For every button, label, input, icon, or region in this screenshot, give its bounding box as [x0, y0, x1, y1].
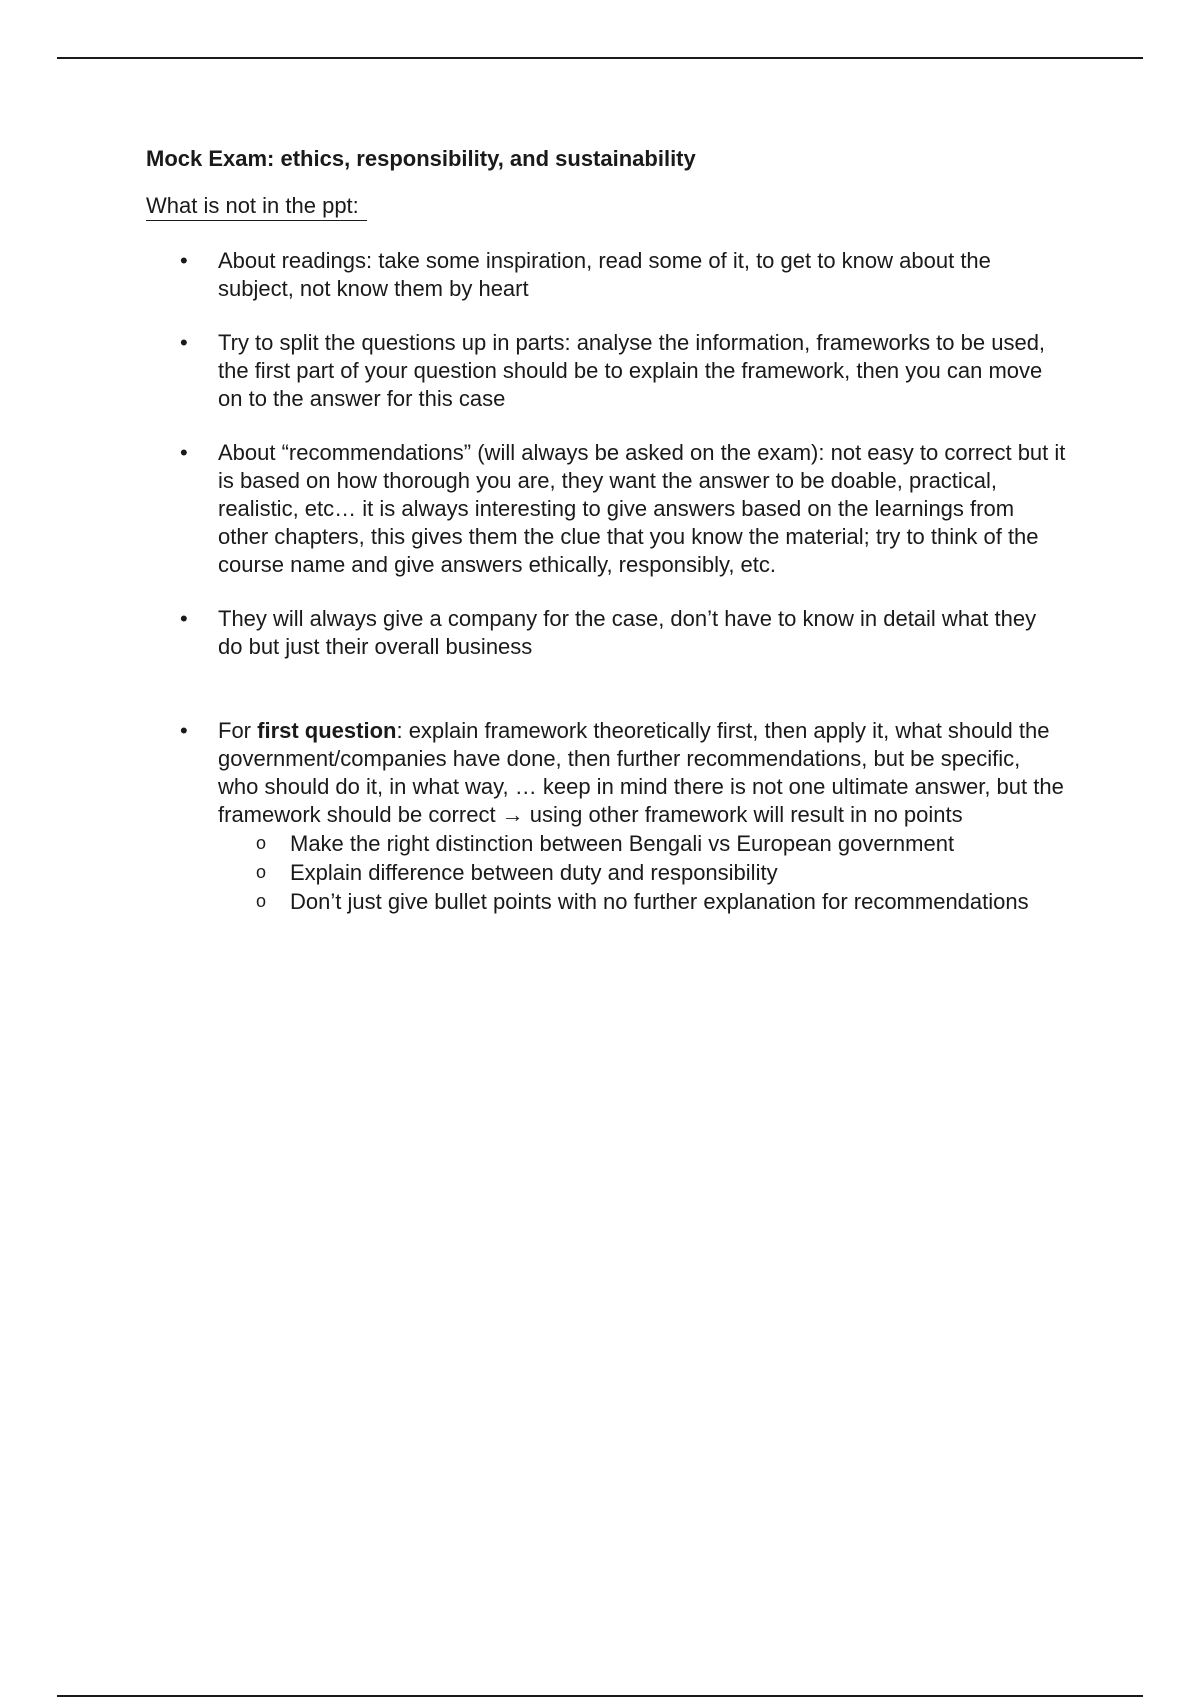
sub-list-item [218, 858, 1066, 887]
sub-list-item-text: Explain difference between duty and responsibility [290, 860, 778, 885]
list-item-text: Try to split the questions up in parts: analyse the information, frameworks to be used, the first part of your question should be to explain the framework, then you can move on to the answer for this case [218, 330, 1046, 411]
list-item [146, 439, 1066, 579]
sub-list-item-text: Don’t just give bullet points with no further explanation for recommendations [290, 889, 1029, 914]
list-item-text: About “recommendations” (will always be asked on the exam): not easy to correct but it is based on how thorough you are, they want the answer to be doable, practical, realistic, etc… it is always interesting to give answers based on the learnings from other chapters, this gives them the clue that you know the material; try to think of the course name and give answers ethically, responsibly, etc. [218, 440, 1066, 577]
list-item-text: : explain framework theoretically first, then apply it, what should the government/companies have done, then further recommendations, but be specific, who should do it, in what way, … keep in mind there is not one ultimate answer, but the framework should be correct → using other framework will result in no points [218, 718, 1064, 827]
bullet-icon: • [180, 440, 188, 465]
sub-bullet-list [218, 829, 1066, 916]
list-item-emphasis: first question [257, 718, 397, 743]
list-item [146, 717, 1066, 916]
sub-list-item-text: Make the right distinction between Bengali vs European government [290, 831, 955, 856]
sub-list-item [218, 829, 1066, 858]
document-title: Mock Exam: ethics, responsibility, and sustainability [146, 146, 696, 171]
list-item-text: They will always give a company for the case, don’t have to know in detail what they do but just their overall business [218, 606, 1037, 659]
bullet-icon: • [180, 718, 188, 743]
section-subheading: What is not in the ppt: [146, 194, 367, 221]
document-body [146, 144, 1066, 942]
header-rule [57, 57, 1143, 59]
list-item [146, 247, 1066, 303]
bullet-icon: • [180, 330, 188, 355]
sub-list-item [218, 887, 1066, 916]
list-item-prefix: For [218, 718, 258, 743]
list-item-text: About readings: take some inspiration, read some of it, to get to know about the subject, not know them by heart [218, 248, 991, 301]
circle-bullet-icon: o [256, 891, 267, 911]
footer-rule [57, 1695, 1143, 1697]
list-item [146, 605, 1066, 661]
list-item [146, 329, 1066, 413]
bullet-icon: • [180, 606, 188, 631]
circle-bullet-icon: o [256, 833, 267, 853]
bullet-icon: • [180, 248, 188, 273]
bullet-list [146, 247, 1066, 916]
circle-bullet-icon: o [256, 862, 267, 882]
